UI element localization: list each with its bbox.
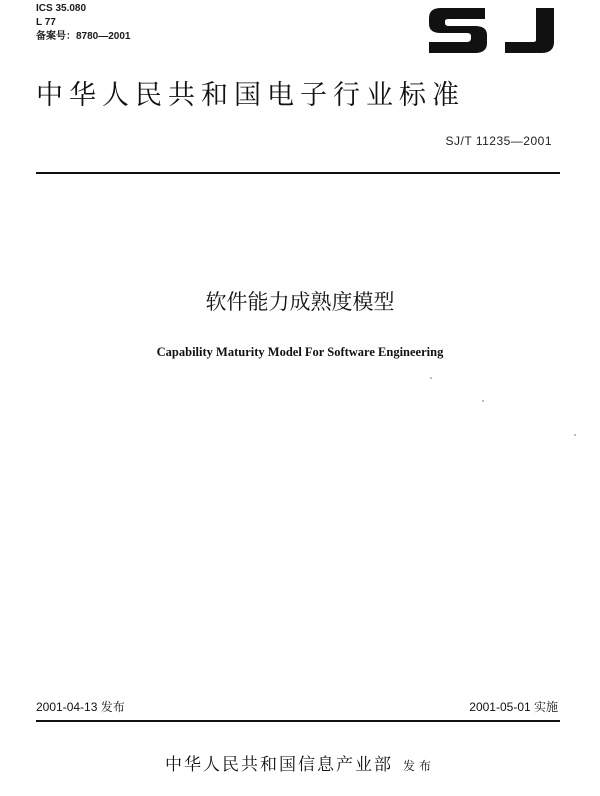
sj-logo-icon [423,2,558,58]
top-divider [36,172,560,174]
scan-speck [430,377,432,379]
issuer-name: 中华人民共和国信息产业部 [164,755,393,775]
filing-number: 备案号：8780—2001 [36,31,131,42]
scan-speck [482,400,484,402]
bottom-divider [36,720,560,722]
scan-speck [574,434,576,436]
issuer-suffix: 发布 [402,759,435,773]
document-title-english: Capability Maturity Model For Software Engineering [156,345,444,359]
implementation-date: 2001-05-01 实施 [469,700,558,714]
standard-category-title: 中华人民共和国电子行业标准 [36,80,465,111]
classification-block [36,2,131,44]
issuing-authority [0,750,600,775]
standard-number: SJ/T 11235—2001 [445,134,552,148]
document-title-chinese: 软件能力成熟度模型 [205,290,395,314]
ccs-code: L 77 [36,17,56,28]
ics-code: ICS 35.080 [36,3,87,14]
issue-date: 2001-04-13 发布 [36,700,125,714]
